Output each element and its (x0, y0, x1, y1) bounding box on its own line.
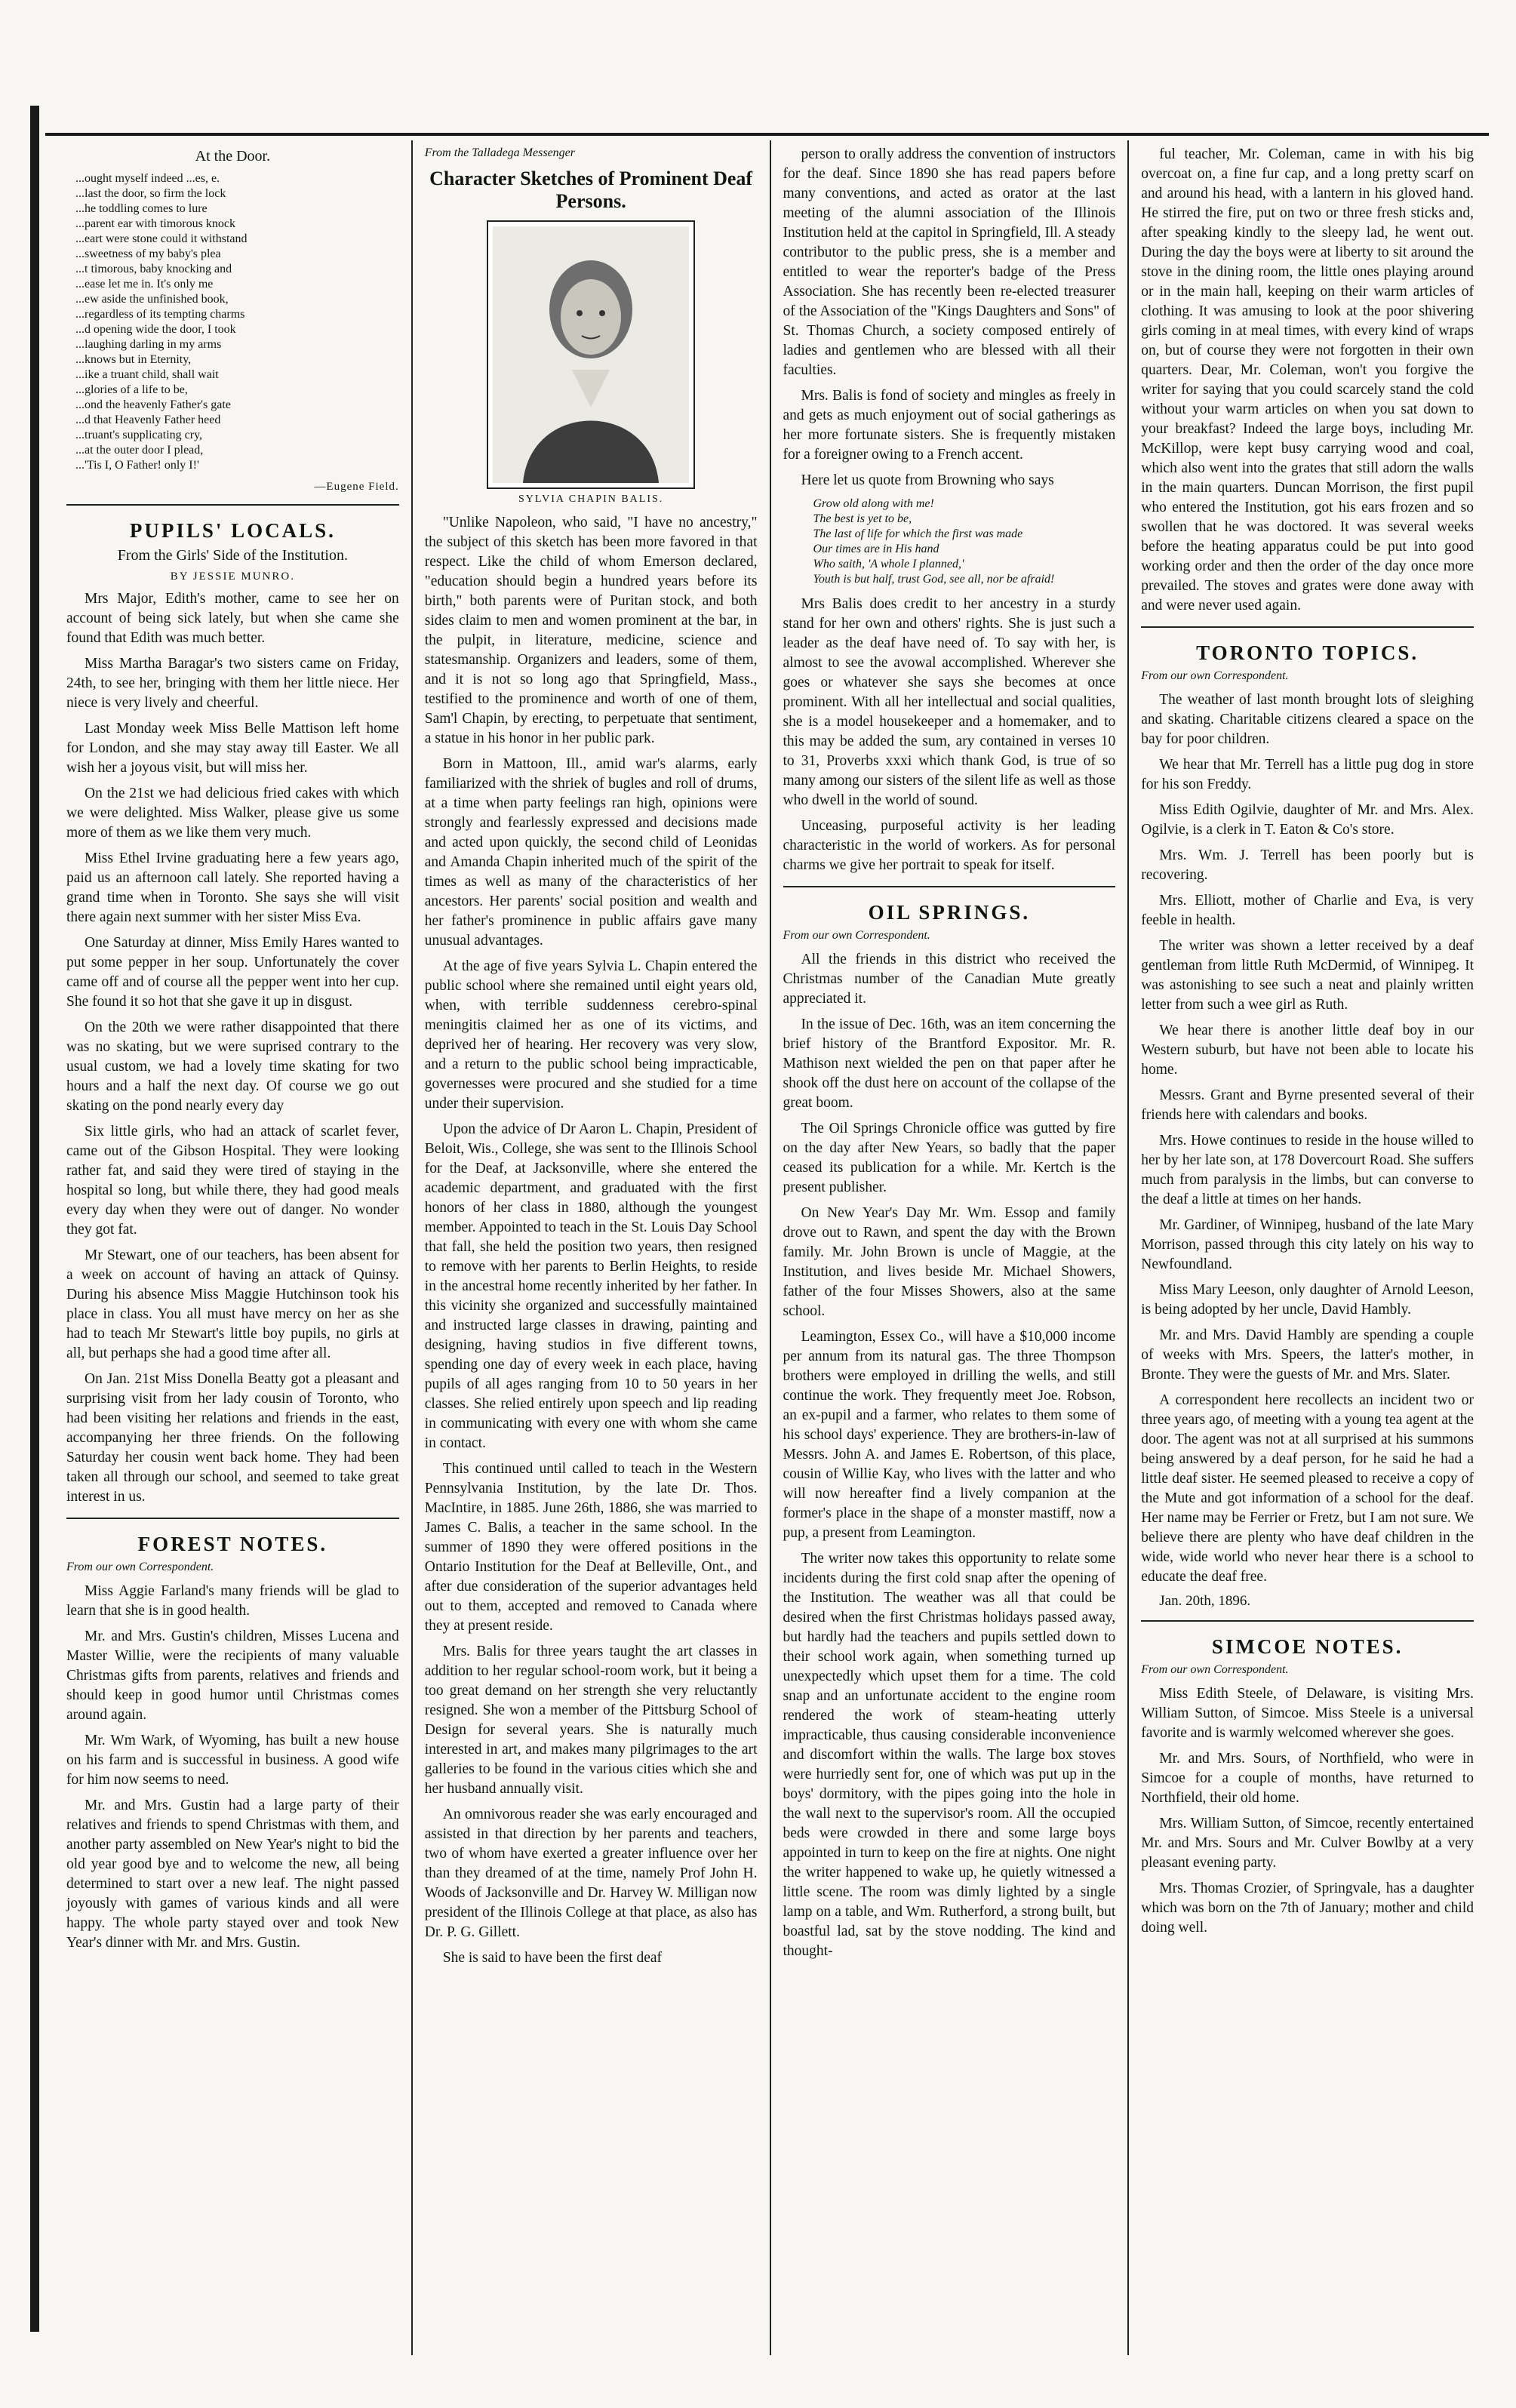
paragraph: The writer was shown a letter received by a deaf gentleman from little Ruth McDermid, of Winnipeg. It was astonishing to see such a neat and plainly written letter from such a wee girl as Ruth. (1141, 938, 1474, 1013)
text-line: The best is yet to be, (813, 512, 912, 525)
pupils-locals-body (66, 589, 399, 1507)
oil-springs-body (783, 950, 1116, 1961)
text-line: ...last the door, so firm the lock (75, 187, 226, 200)
column-4 (1127, 140, 1486, 2355)
paragraph: Mrs. Elliott, mother of Charlie and Eva, is very feeble in health. (1141, 893, 1474, 928)
paragraph: Miss Edith Ogilvie, daughter of Mr. and Mrs. Alex. Ogilvie, is a clerk in T. Eaton & Co's store. (1141, 802, 1474, 838)
oil-springs-continued (1141, 145, 1474, 616)
paragraph: Mr. Wm Wark, of Wyoming, has built a new house on his farm and is successful in business. A good wife for him now seems to need. (66, 1733, 399, 1788)
forest-notes-subheading: From our own Correspondent. (66, 1561, 214, 1573)
paragraph: Messrs. Grant and Byrne presented several of their friends here with calendars and books. (1141, 1087, 1474, 1123)
text-line: ...ought myself indeed ...es, e. (75, 172, 220, 185)
paragraph: Mrs. Balis is fond of society and mingles as freely in and gets as much enjoyment out of social gatherings as her more fortunate sisters. She is frequently mistaken for a foreigner owing to a French accent. (783, 388, 1116, 463)
paragraph: Mrs Balis does credit to her ancestry in a sturdy stand for her own and others' rights. She is just such a leader as the deaf have need of. To say with her, is almost to see the avowal accomplished. Wherever she goes or whatever she says she becomes at once prominent. With all her intellectual and social qualities, she is a model housekeeper and a homemaker, and to this may be added the sum, ary contained in verses 10 to 31, Proverbs xxxi which thank God, is true of so many among our sisters of the silent life as well as those who dwell in the world of sound. (783, 596, 1116, 808)
paragraph: Upon the advice of Dr Aaron L. Chapin, President of Beloit, Wis., College, she was sent to the Illinois School for the Deaf, at Jacksonville, where she entered the academic department, and graduated with the first honors of her class in 1880, although the youngest member. Appointed to teach in the St. Louis Day School that fall, she held the position two years, then resigned to remove with her parents to Berlin Heights, to reside in the ancestral home recently inherited by her father. In this vicinity she organized and successfully maintained and instructed large classes in drawing, painting and designing, having studios in five different towns, spending one day of every week in each place, having pupils of all ages ranging from 10 to 50 years in her classes. She relied entirely upon speech and lip reading in communicating with every one with whom she came in contact. (424, 1121, 758, 1451)
divider (783, 886, 1116, 887)
paragraph: On New Year's Day Mr. Wm. Essop and family drove out to Rawn, and spent the day with the Brown family. Mr. John Brown is uncle of Maggie, at the Institution, and lives beside Mr. Michael Showers, father of the four Misses Showers, also at the same school. (783, 1205, 1116, 1319)
paragraph: Mrs. William Sutton, of Simcoe, recently entertained Mr. and Mrs. Sours and Mr. Culver Bowlby at a very pleasant evening party. (1141, 1816, 1474, 1871)
paragraph: One Saturday at dinner, Miss Emily Hares wanted to put some pepper in her soup. Unfortunately the cover came off and of course all the pepper went into her cup. She found it so hot that she gave it up in disgust. (66, 935, 399, 1010)
text-line: Youth is but half, trust God, see all, nor be afraid! (813, 573, 1055, 586)
poem (75, 171, 399, 473)
portrait-illustration (493, 226, 689, 483)
paragraph: Mr. and Mrs. David Hambly are spending a couple of weeks with Mrs. Speers, the latter's mother, in Bronte. They were the guests of Mr. and Mrs. Slater. (1141, 1327, 1474, 1382)
text-line: ...regardless of its tempting charms (75, 308, 245, 321)
text-line: ...he toddling comes to lure (75, 202, 208, 215)
paragraph: In the issue of Dec. 16th, was an item concerning the brief history of the Brantford Expositor. Mr. R. Mathison next wielded the pen on that paper after he shook off the dust here on account of the collapse of the great boom. (783, 1016, 1116, 1111)
pupils-locals-heading: PUPILS' LOCALS. (129, 519, 336, 542)
text-line: ...d that Heavenly Father heed (75, 414, 221, 426)
columns (54, 140, 1486, 2355)
toronto-topics-date: Jan. 20th, 1896. (1159, 1593, 1251, 1609)
text-line: ...at the outer door I plead, (75, 444, 204, 457)
text-line: ...sweetness of my baby's plea (75, 248, 221, 260)
text-line: ...t timorous, baby knocking and (75, 263, 232, 275)
divider (66, 1518, 399, 1519)
text-line: The last of life for which the first was made (813, 527, 1023, 540)
text-line: ...ond the heavenly Father's gate (75, 398, 231, 411)
paragraph: Miss Martha Baragar's two sisters came on Friday, 24th, to see her, bringing with them her little niece. Her niece is very lively and cheerful. (66, 656, 399, 711)
paragraph: Mrs. Balis for three years taught the art classes in addition to her regular school-room work, but it being a too great demand on her strength she very reluctantly resigned. She won a member of the Pittsburg School of Design for several years. She is naturally much interested in art, and makes many pilgrimages to the art galleries to be found in the various cities which she and her husband annually visit. (424, 1644, 758, 1797)
paragraph: The writer now takes this opportunity to relate some incidents during the first cold snap after the opening of the Institution. The weather was all that could be desired when the first Christmas holidays passed away, but hardly had the teachers and pupils settled down to their school work again, when something turned up unexpectedly which upset them for a time. The cold snap and an unfortunate accident to the engine room rendered the work of steam-heating utterly impracticable, thus causing considerable inconvenience and discomfort within the walls. The large box stoves were hurriedly sent for, one of which was put up in the boys' dormitory, with the pipes going into the hole in the wall next to the supervisor's room. All the occupied beds were crowded in there and some large boys appointed in turn to keep on the fire at nights. One night the writer happened to wake up, he quietly witnessed a little scene. The room was dimly lighted by a single lamp on a table, and Wm. Rutherford, a strong built, but boastful lad, sat by the stove nodding. The kind and thought- (783, 1551, 1116, 1959)
poem-author: —Eugene Field. (314, 481, 399, 493)
portrait-caption: SYLVIA CHAPIN BALIS. (518, 494, 664, 505)
paragraph: Born in Mattoon, Ill., amid war's alarms, early familiarized with the shriek of bugles and roll of drums, at a time when party feelings ran high, opinions were strongly and fearlessly expressed and decisions made and acted upon quickly, the second child of Leonidas and Amanda Chapin inherited much of the spirit of the times as well as many of the characteristics of her ancestors. Her parents' social position and wealth and her father's prominence in public affairs gave many unusual advantages. (424, 756, 758, 949)
paragraph: She is said to have been the first deaf (442, 1950, 662, 1966)
paragraph: Miss Ethel Irvine graduating here a few years ago, paid us an afternoon call lately. She reported having a grand time when in Toronto. She says she will visit there again next summer with her sister Miss Eva. (66, 850, 399, 925)
toronto-topics-subheading: From our own Correspondent. (1141, 669, 1289, 682)
divider (66, 504, 399, 506)
text-line: Our times are in His hand (813, 543, 939, 555)
binding-edge (30, 106, 39, 2332)
text-line: Grow old along with me! (813, 497, 934, 510)
text-line: ...parent ear with timorous knock (75, 217, 235, 230)
oil-springs-subheading: From our own Correspondent. (783, 929, 930, 942)
character-sketches-continued (783, 145, 1116, 491)
oil-springs-heading: OIL SPRINGS. (868, 901, 1031, 924)
paragraph: We hear there is another little deaf boy in our Western suburb, but have not been able to locate his home. (1141, 1023, 1474, 1078)
paragraph: On the 21st we had delicious fried cakes with which we were delighted. Miss Walker, please give us some more of them as we like them very much. (66, 786, 399, 841)
pupils-locals-subheading: From the Girls' Side of the Institution. (117, 547, 348, 564)
paragraph: This continued until called to teach in the Western Pennsylvania Institution, by the late Dr. Thos. MacIntire, in 1885. June 26th, 1886, she was married to James C. Balis, a teacher in the same school. In the summer of 1890 they were offered positions in the Ontario Institution for the Deaf at Belleville, Ont., and after due consideration of the superior advantages held out to them, accepted and removed to Canada where they at present reside. (424, 1461, 758, 1634)
paragraph: Miss Mary Leeson, only daughter of Arnold Leeson, is being adopted by her uncle, David Hambly. (1141, 1282, 1474, 1318)
paragraph: An omnivorous reader she was early encouraged and assisted in that direction by her parents and teachers, two of whom have exerted a greater influence over her than they dreamed of at the time, namely Prof John H. Woods of Jacksonville and Dr. Harvey W. Milligan now president of the Illinois College at that place, as also has Dr. P. G. Gillett. (424, 1807, 758, 1940)
forest-notes-heading: FOREST NOTES. (137, 1533, 328, 1555)
browning-quote (813, 497, 1116, 587)
text-line: ...ease let me in. It's only me (75, 278, 214, 291)
forest-notes-body (66, 1582, 399, 1953)
paragraph: Mrs. Howe continues to reside in the house willed to her by her late son, at 178 Dovercourt Road. She suffers much from paralysis in the limbs, but can converse to the deaf a little at times on her hands. (1141, 1133, 1474, 1207)
paragraph: Mrs Major, Edith's mother, came to see her on account of being sick lately, but when she came she found that Edith was much better. (66, 591, 399, 646)
character-sketches-conclusion (783, 595, 1116, 875)
paragraph: Mr. Gardiner, of Winnipeg, husband of the late Mary Morrison, passed through this city lately on his way to Newfoundland. (1141, 1217, 1474, 1272)
text-line: ...d opening wide the door, I took (75, 323, 236, 336)
character-sketches-body (425, 513, 758, 1968)
article-source: From the Talladega Messenger (424, 146, 575, 159)
paragraph: Miss Aggie Farland's many friends will be glad to learn that she is in good health. (66, 1583, 399, 1619)
simcoe-notes-subheading: From our own Correspondent. (1141, 1663, 1289, 1676)
text-line: ...knows but in Eternity, (75, 353, 192, 366)
paragraph: Mr. and Mrs. Gustin's children, Misses Lucena and Master Willie, were the recipients of many valuable Christmas gifts from parents, relatives and friends and should keep in good humor until Christmas comes around again. (66, 1628, 399, 1723)
paragraph: ful teacher, Mr. Coleman, came in with his big overcoat on, a fine fur cap, and a long pretty scarf on and around his head, with a lantern in his gloved hand. He stirred the fire, put on two or three fresh sticks and, after speaking kindly to the sleepy lad, he went out. During the day the boys were at liberty to sit around the stove in the dining room, the little ones playing around or in the main hall, keeping on their warm articles of clothing. It was amusing to look at the poor shivering girls coming in at meal times, with every kind of wraps on, but of course they were not forgotten in their own quarters. Dear, Mr. Coleman, won't you forgive the writer for saying that you could scarcely stand the cold without your warm articles on when you sat down to your breakfast? Indeed the large boys, including Mr. McKillop, were kept busy carrying wood and coal, which also went into the grates that still adorn the walls in the main quarters. Duncan Morrison, the first pupil who entered the Institution, got his ears frozen and so swollen that he was doctored. It was several weeks before the heating apparatus could be put into good working order and then the order of the day once more prevailed. The stoves and grates were done away with and were never used again. (1141, 146, 1474, 614)
text-line: ...eart were stone could it withstand (75, 232, 248, 245)
paragraph: Mr Stewart, one of our teachers, has been absent for a week on account of having an attack of Quinsy. During his absence Miss Maggie Hutchinson took his place in class. You all must have mercy on her as she had to teach Mr Stewart's little boy pupils, no girls at all, but perhaps she had a good time after all. (66, 1247, 399, 1361)
paragraph: A correspondent here recollects an incident two or three years ago, of meeting with a young tea agent at the door. The agent was not at all surprised at his summons being answered by a deaf person, for he said he had a little deaf sister. He seemed pleased to receive a copy of the Mute and got information of a school for the deaf. Her name may be Ferrier or Fretz, but I am not sure. We believe there are plenty who have deaf children in the wide, wide world who never hear there is a school to educate the deaf free. (1141, 1392, 1474, 1585)
paragraph: On Jan. 21st Miss Donella Beatty got a pleasant and surprising visit from her lady cousin of Toronto, who had been visiting her relations and friends in the east, accompanying her three friends. On the following Saturday her cousin went back home. They had been taken all through our school, and seemed to take great interest in us. (66, 1371, 399, 1505)
toronto-topics-body (1141, 690, 1474, 1587)
paragraph: The weather of last month brought lots of sleighing and skating. Charitable citizens cleared a space on the bay for poor children. (1141, 692, 1474, 747)
paragraph: Leamington, Essex Co., will have a $10,000 income per annum from its natural gas. The three Thompson brothers were employed in drilling the wells, and still continue the work. They frequently meet Joe. Robson, an ex-pupil and a farmer, who relates to them some of his school days' experience. They are brothers-in-law of Messrs. John A. and James E. Robertson, of this place, cousin of Willie Kay, who lives with the latter and who will now hereafter find a lively companion at the former's place in the shape of a monster mastiff, now a pup, a present from Leamington. (783, 1329, 1116, 1541)
text-line: ...laughing darling in my arms (75, 338, 222, 351)
text-line: Who saith, 'A whole I planned,' (813, 558, 964, 570)
divider (1141, 1620, 1474, 1622)
portrait-image (487, 220, 695, 489)
column-2 (411, 140, 770, 2355)
character-sketches-heading: Character Sketches of Prominent Deaf Persons. (429, 168, 753, 212)
paragraph: Unceasing, purposeful activity is her leading characteristic in the world of workers. As for personal charms we give her portrait to speak for itself. (783, 818, 1116, 873)
paragraph: Mr. and Mrs. Gustin had a large party of their relatives and friends to spend Christmas with them, and another party assembled on New Year's night to bid the old year good bye and to welcome the new, all being determined to start over a new leaf. The night passed joyously with games of various kinds and all were happy. The whole party stayed over and took New Year's dinner with Mr. and Mrs. Gustin. (66, 1798, 399, 1951)
paragraph: Here let us quote from Browning who says (801, 472, 1054, 488)
paragraph: Mr. and Mrs. Sours, of Northfield, who were in Simcoe for a couple of months, have returned to Northfield, their old home. (1141, 1751, 1474, 1806)
text-line: ...ike a truant child, shall wait (75, 368, 219, 381)
divider (1141, 626, 1474, 628)
paragraph: Mrs. Thomas Crozier, of Springvale, has a daughter which was born on the 7th of January; mother and child doing well. (1141, 1881, 1474, 1936)
paragraph: Mrs. Wm. J. Terrell has been poorly but is recovering. (1141, 847, 1474, 883)
paragraph: person to orally address the convention of instructors for the deaf. Since 1890 she has read papers before many conventions, and acted as orator at the last meeting of the alumni association of the Illinois Institution held at the capitol in Springfield, Ill. A steady contributor to the public press, she is a member and entitled to wear the reporter's badge of the Press Association. She has recently been re-elected treasurer of the Association of the "Kings Daughters and Sons" of St. Thomas Church, a society composed entirely of ladies and gentlemen who are blessed with all their faculties. (783, 146, 1116, 378)
column-1 (54, 140, 411, 2355)
paragraph: Last Monday week Miss Belle Mattison left home for London, and she may stay away till Easter. We all wish her a joyous visit, but will miss her. (66, 721, 399, 776)
paragraph: Miss Edith Steele, of Delaware, is visiting Mrs. William Sutton, of Simcoe. Miss Steele is a universal favorite and is warmly welcomed wherever she goes. (1141, 1686, 1474, 1741)
text-line: ...glories of a life to be, (75, 383, 188, 396)
paragraph: We hear that Mr. Terrell has a little pug dog in store for his son Freddy. (1141, 757, 1474, 792)
toronto-topics-heading: TORONTO TOPICS. (1196, 641, 1419, 664)
simcoe-notes-heading: SIMCOE NOTES. (1211, 1635, 1404, 1658)
text-line: ...ew aside the unfinished book, (75, 293, 229, 306)
paragraph: All the friends in this district who received the Christmas number of the Canadian Mute greatly appreciated it. (783, 952, 1116, 1007)
paragraph: "Unlike Napoleon, who said, "I have no ancestry," the subject of this sketch has been more favored in that respect. Like the child of whom Emerson declared, "education should begin a hundred years before its birth," both parents were of Puritan stock, and both sides claim to men and women prominent at the bar, in the pulpit, in literature, medicine, science and statesmanship. Organizers and leaders, some of them, and it is not so long ago that Springfield, Mass., testified to the prominence and worth of one of them, Sam'l Chapin, by erecting, to perpetuate that sentiment, a statue in his honor in her public park. (424, 515, 758, 746)
pupils-locals-byline: BY JESSIE MUNRO. (170, 570, 295, 583)
paragraph: Six little girls, who had an attack of scarlet fever, came out of the Gibson Hospital. They were looking rather fat, and said they were tired of staying in the hospital so long, but while there, they had good meals every day when they were out of danger. No wonder they got fat. (66, 1124, 399, 1238)
paragraph: The Oil Springs Chronicle office was gutted by fire on the day after New Years, so badly that the paper ceased its publication for a while. Mr. Kertch is the present publisher. (783, 1121, 1116, 1195)
top-rule (45, 133, 1489, 136)
column-3 (770, 140, 1128, 2355)
poem-title: At the Door. (195, 148, 271, 165)
paragraph: At the age of five years Sylvia L. Chapin entered the public school where she remained until eight years old, when, with terrible suddenness cerebro-spinal meningitis claimed her as one of its victims, and deprived her of hearing. Her recovery was very slow, and a return to the public school being impracticable, governesses were procured and she studied for a time under their supervision. (424, 958, 758, 1112)
text-line: ...truant's supplicating cry, (75, 429, 203, 441)
paragraph: On the 20th we were rather disappointed that there was no skating, but we were suprised contrary to the usual custom, we had a lovely time skating for two hours and a half the next day. Of course we go out skating on the pond nearly every day (66, 1019, 399, 1114)
simcoe-notes-body (1141, 1684, 1474, 1938)
text-line: ...'Tis I, O Father! only I!' (75, 459, 199, 472)
